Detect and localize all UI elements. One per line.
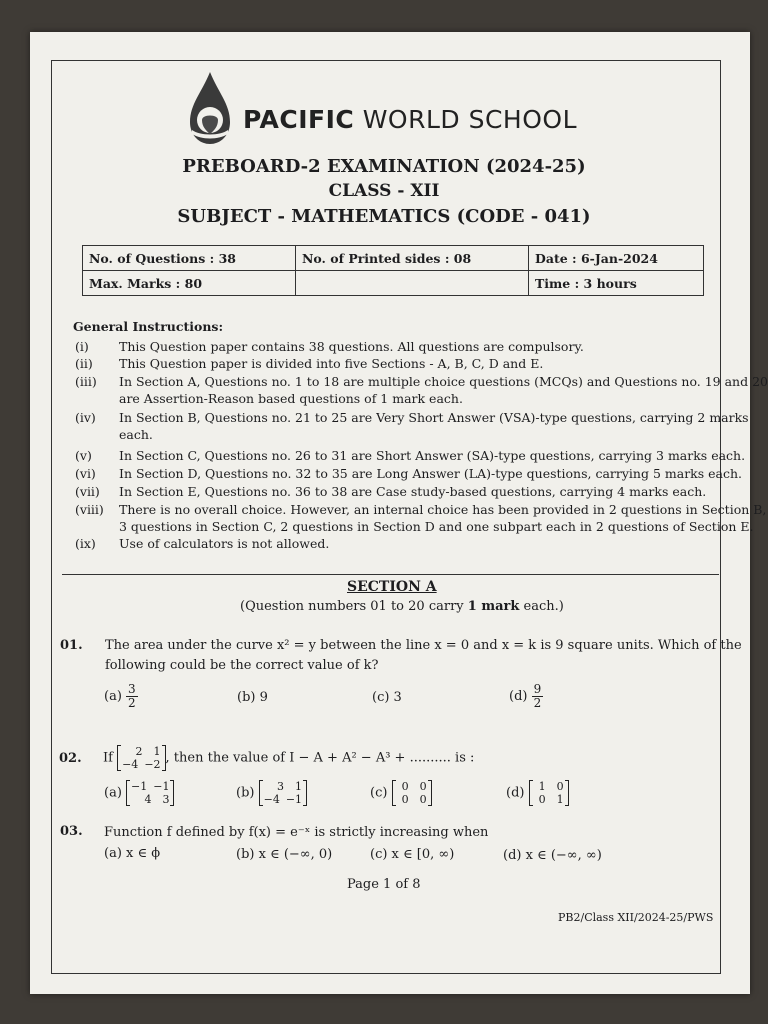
instruction-number: (viii) bbox=[75, 502, 104, 517]
exam-info-table bbox=[82, 245, 704, 296]
instruction-number: (vii) bbox=[75, 484, 100, 499]
q2-option-d-matrix bbox=[529, 780, 569, 806]
q2-option-b-label: (b) bbox=[236, 785, 255, 801]
matrix-row bbox=[131, 793, 169, 806]
matrix-cell: 1 bbox=[295, 780, 303, 793]
instruction-text: There is no overall choice. However, an internal choice has been provided in 2 questions in Section B, bbox=[119, 502, 767, 517]
q2-option-c-matrix bbox=[392, 780, 432, 806]
q3-option-d: (d) x ∈ (−∞, ∞) bbox=[503, 848, 602, 863]
matrix-cell: 3 bbox=[277, 780, 285, 793]
instructions-title: General Instructions: bbox=[73, 319, 224, 334]
matrix-row bbox=[122, 745, 160, 758]
section-subtitle-pre: (Question numbers 01 to 20 carry bbox=[240, 599, 468, 614]
matrix-cell: −1 bbox=[131, 780, 148, 793]
matrix-row bbox=[534, 793, 564, 806]
q1-text-line2: following could be the correct value of k? bbox=[105, 658, 379, 673]
q1-option-a-label: (a) bbox=[104, 689, 122, 704]
exam-title: PREBOARD-2 EXAMINATION (2024-25) bbox=[182, 156, 586, 177]
school-name-bold: PACIFIC bbox=[243, 105, 355, 134]
q1-option-a-fraction bbox=[126, 683, 138, 710]
fraction-numerator: 9 bbox=[533, 682, 542, 696]
matrix-cell: −1 bbox=[285, 793, 303, 806]
section-title: SECTION A bbox=[347, 579, 437, 595]
q3-option-c: (c) x ∈ [0, ∞) bbox=[370, 847, 455, 862]
subject-title: SUBJECT - MATHEMATICS (CODE - 041) bbox=[177, 206, 591, 227]
instruction-text: In Section E, Questions no. 36 to 38 are Case study-based questions, carrying 4 marks each. bbox=[119, 484, 707, 499]
date-cell: Date : 6-Jan-2024 bbox=[529, 246, 704, 271]
instruction-number: (vi) bbox=[75, 466, 96, 481]
q1-text-line1: The area under the curve x² = y between the line x = 0 and x = k is 9 square units. Which of the bbox=[105, 638, 742, 653]
matrix-cell: 3 bbox=[162, 793, 170, 806]
fraction-denominator: 2 bbox=[128, 696, 136, 710]
matrix-row bbox=[397, 793, 427, 806]
q3-text: Function f defined by f(x) = e⁻ˣ is strictly increasing when bbox=[104, 825, 489, 840]
instruction-text: In Section B, Questions no. 21 to 25 are Very Short Answer (VSA)-type questions, carrying 2 marks bbox=[119, 410, 749, 425]
matrix-cell: 4 bbox=[144, 793, 152, 806]
q1-option-d-label: (d) bbox=[509, 689, 528, 704]
q1-option-c: (c) 3 bbox=[372, 690, 402, 705]
instruction-number: (ix) bbox=[75, 536, 96, 551]
matrix-row bbox=[534, 780, 564, 793]
page-number: Page 1 of 8 bbox=[347, 877, 421, 892]
instruction-text: Use of calculators is not allowed. bbox=[119, 536, 330, 551]
matrix-cell: 1 bbox=[153, 745, 161, 758]
q2-option-a bbox=[104, 780, 174, 806]
instruction-number: (iv) bbox=[75, 410, 96, 425]
q1-option-a bbox=[104, 683, 138, 710]
matrix-cell: 0 bbox=[401, 780, 409, 793]
instruction-text: are Assertion-Reason based questions of 1 mark each. bbox=[119, 391, 463, 406]
time-cell: Time : 3 hours bbox=[529, 271, 704, 296]
matrix-cell: −4 bbox=[263, 793, 280, 806]
instruction-number: (iii) bbox=[75, 374, 97, 389]
school-name-rest: WORLD SCHOOL bbox=[354, 105, 578, 134]
q2-option-b bbox=[236, 780, 307, 806]
matrix-cell: 0 bbox=[556, 780, 564, 793]
matrix-cell: −2 bbox=[144, 758, 161, 771]
q2-text-pre: If bbox=[103, 750, 113, 766]
instruction-number: (ii) bbox=[75, 356, 93, 371]
matrix-cell: 0 bbox=[419, 780, 427, 793]
school-name bbox=[243, 105, 577, 134]
instruction-text: In Section C, Questions no. 26 to 31 are Short Answer (SA)-type questions, carrying 3 marks each. bbox=[119, 448, 746, 463]
q2-option-a-label: (a) bbox=[104, 785, 122, 801]
instruction-number: (v) bbox=[75, 448, 92, 463]
q1-option-d-fraction bbox=[532, 683, 544, 710]
matrix-row bbox=[122, 758, 160, 771]
q2-text-post: , then the value of I − A + A² − A³ + .......... is : bbox=[165, 750, 475, 766]
q2-option-a-matrix bbox=[126, 780, 174, 806]
fraction-denominator: 2 bbox=[533, 696, 542, 710]
matrix-row bbox=[131, 780, 169, 793]
class-title: CLASS - XII bbox=[328, 181, 440, 201]
q2-option-d-label: (d) bbox=[506, 785, 525, 801]
marks-cell: Max. Marks : 80 bbox=[83, 271, 296, 296]
section-subtitle-post: each.) bbox=[519, 599, 564, 614]
matrix-cell: 1 bbox=[538, 780, 546, 793]
section-subtitle-bold: 1 mark bbox=[467, 599, 520, 614]
q2-text bbox=[103, 745, 474, 771]
questions-cell: No. of Questions : 38 bbox=[83, 246, 296, 271]
q2-option-d bbox=[506, 780, 569, 806]
q1-option-b: (b) 9 bbox=[237, 690, 268, 705]
instruction-number: (i) bbox=[75, 339, 89, 354]
matrix-cell: 0 bbox=[401, 793, 409, 806]
paper-code: PB2/Class XII/2024-25/PWS bbox=[558, 911, 714, 924]
q2-option-b-matrix bbox=[259, 780, 307, 806]
matrix-cell: 1 bbox=[556, 793, 564, 806]
fraction-numerator: 3 bbox=[128, 682, 136, 696]
matrix-row bbox=[264, 793, 302, 806]
q3-number: 03. bbox=[60, 824, 83, 839]
instruction-text: In Section A, Questions no. 1 to 18 are multiple choice questions (MCQs) and Questions no. 19 and 20 bbox=[119, 374, 768, 389]
matrix-cell: 0 bbox=[419, 793, 427, 806]
q3-option-a: (a) x ∈ ϕ bbox=[104, 846, 161, 861]
matrix-row bbox=[264, 780, 302, 793]
divider bbox=[62, 574, 719, 575]
school-logo-icon bbox=[188, 70, 232, 146]
matrix-cell: −1 bbox=[153, 780, 170, 793]
instruction-text: 3 questions in Section C, 2 questions in Section D and one subpart each in 2 questions of Section E. bbox=[119, 519, 754, 534]
q3-option-b: (b) x ∈ (−∞, 0) bbox=[236, 847, 333, 862]
matrix-cell: 2 bbox=[135, 745, 143, 758]
instruction-text: This Question paper is divided into five Sections - A, B, C, D and E. bbox=[119, 356, 544, 371]
q2-number: 02. bbox=[59, 751, 82, 766]
q2-option-c-label: (c) bbox=[370, 785, 388, 801]
sides-cell: No. of Printed sides : 08 bbox=[296, 246, 529, 271]
instruction-text: This Question paper contains 38 questions. All questions are compulsory. bbox=[119, 339, 584, 354]
q2-matrix-A bbox=[117, 745, 165, 771]
matrix-cell: −4 bbox=[122, 758, 139, 771]
q1-option-d bbox=[509, 683, 543, 710]
empty-cell bbox=[296, 271, 529, 296]
matrix-row bbox=[397, 780, 427, 793]
q2-option-c bbox=[370, 780, 432, 806]
instruction-text: each. bbox=[119, 427, 153, 442]
matrix-cell: 0 bbox=[538, 793, 546, 806]
section-subtitle bbox=[240, 599, 564, 614]
q1-number: 01. bbox=[60, 638, 83, 653]
instruction-text: In Section D, Questions no. 32 to 35 are Long Answer (LA)-type questions, carrying 5 marks each. bbox=[119, 466, 743, 481]
